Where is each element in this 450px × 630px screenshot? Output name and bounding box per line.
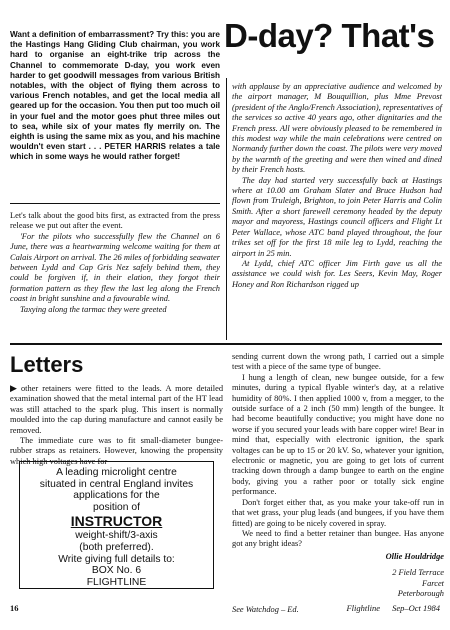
letter-address-line: Farcet (421, 578, 444, 588)
letter-address-line: 2 Field Terrace (392, 568, 444, 578)
article-paragraph: At Lydd, chief ATC officer Jim Firth gave us all the assistance we could wish for. Les Seers, Kevin May, Roger Honey and Ron Richardson rigged up (232, 258, 442, 289)
advert-line: position of (93, 501, 140, 513)
advert-line: FLIGHTLINE (86, 576, 147, 588)
letter-paragraph: Don't forget either that, as you make your take-off run in that wet grass, your plug leads (and bungees, if you have them fitted) are going to be nicely covered in spray. (232, 497, 444, 528)
letter-paragraph: I hung a length of clean, new bungee outside, for a few minutes, during a typical flyable winter's day, at a relative humidity of 80%. I then applied 1000 v, from a megger, to the outside surface of a 2 inch (50 mm) length of the bungee. It had become beautifully conductive; you might have done no worse if you secured your leads with bare copper wire! Bear in mind that, especially with electronic ignition, the spark voltages can be up to 15 or 20 kV. So, whatever your ignition, electronic or magnetic, you are going to get lots of current tracking down through a damp bungee to earth on the engine body, giving you a rather poor or totally sick engine performance. (232, 372, 444, 497)
publication-name: Flightline (346, 603, 380, 613)
article-paragraph: Taxying along the tarmac they were greeted (20, 304, 167, 314)
letter-paragraph: We need to find a better retainer than bungee. Has anyone got any bright ideas? (232, 528, 444, 549)
letters-heading: Letters (10, 352, 84, 377)
advert-position: INSTRUCTOR (70, 513, 163, 530)
column-divider (226, 78, 227, 340)
article-left-column (10, 211, 220, 315)
editor-note: See Watchdog – Ed. (232, 605, 299, 615)
article-headline: D-day? That's (224, 18, 435, 54)
advert-line: BOX No. 6 (91, 565, 142, 577)
letter-address-line: Peterborough (397, 588, 444, 598)
letter-paragraph: The immediate cure was to fit small-diameter bungee-rubber straps as retainers. However, knowing the propensity which high voltages have for (10, 436, 223, 466)
page-number: 16 (10, 603, 19, 613)
article-right-column (232, 82, 442, 290)
letter-paragraph: sending current down the wrong path, I carried out a simple test with a piece of the same type of bungee. (232, 352, 444, 372)
section-divider (10, 343, 442, 345)
letters-left-column (10, 383, 223, 467)
letters-right-column (232, 352, 444, 616)
advert-line: weight-shift/3-axis (75, 530, 158, 542)
page-footer (10, 603, 440, 617)
article-paragraph: The day had started very successfully back at Hastings where at 10.00 am Graham Slater and Bruce Hudson had flown from Truleigh, Brighton, to join Peter Harris and Colin Smith. After a short farewell ceremony headed by the deputy mayor and mayoress, Hastings council officers and Flight Lt Peter Wallace, whose ATC band played throughout, the four trikes set off for the first 18 mile leg to Lydd, reaching the airport in 25 min. (232, 175, 442, 258)
advert-line: (both preferred). (79, 541, 154, 553)
article-paragraph: with applause by an appreciative audience and welcomed by the airport manager, M Bouquillion, plus Mme Prevost (president of the Anglo/French Association), representatives of the services so active 40 years ago, other dignitaries and the French press. All were obviously pleased to be remembered in this modest way while the main celebrations were centred on Normandy further down the coast. The pilots were very moved by the warmth of the greeting and were then wined and dined by their French hosts. (232, 82, 442, 175)
advert-line: applications for the (73, 490, 160, 502)
article-intro: Want a definition of embarrassment? Try this: you are the Hastings Hang Gliding Club chairman, you work hard to organise an eight-trike trip across the Channel to commemorate D-day, you work even harder to get goodwill messages from various British notables, with the object of flying them across to various French notables, and get the local media all geared up for the occasion. You then put too much oil in your fuel and the motor goes phut three miles out to sea, while six of your mates fly merrily on. The eighth is using the same mix as you, and his machine wouldn't even start . . . PETER HARRIS relates a tale which in some ways he would rather forget! (10, 30, 220, 162)
letter-signature: Ollie Houldridge (385, 551, 444, 561)
advert-line: Write giving full details to: (58, 553, 175, 565)
advert-line: situated in central England invites (39, 478, 194, 490)
job-advert (19, 461, 214, 589)
continuation-arrow-icon: ▶ (10, 383, 19, 393)
intro-divider (10, 203, 220, 204)
article-paragraph: 'For the pilots who successfully flew the Channel on 6 June, there was a heartwarming welcome waiting for them at Calais Airport on arrival. The 26 miles of forbidding seawater between Lydd and Cap Gris Nez safely behind them, they could be forgiven if, in their elation, they forgot their formation pattern as they flew the last leg along the French coast in bright sunshine and a favourable wind. (10, 231, 220, 304)
letter-paragraph: ▶ other retainers were fitted to the leads. A more detailed examination showed that the metal internal part of the HT lead was still attached to the spark plug. This insert is normally moulded into the cap during manufacture and cannot easily be removed. (10, 383, 224, 435)
advert-line: A leading microlight centre (56, 467, 177, 478)
issue-date: Sep–Oct 1984 (392, 603, 440, 613)
article-paragraph: Let's talk about the good bits first, as extracted from the press release we put out after the event. (10, 211, 220, 231)
